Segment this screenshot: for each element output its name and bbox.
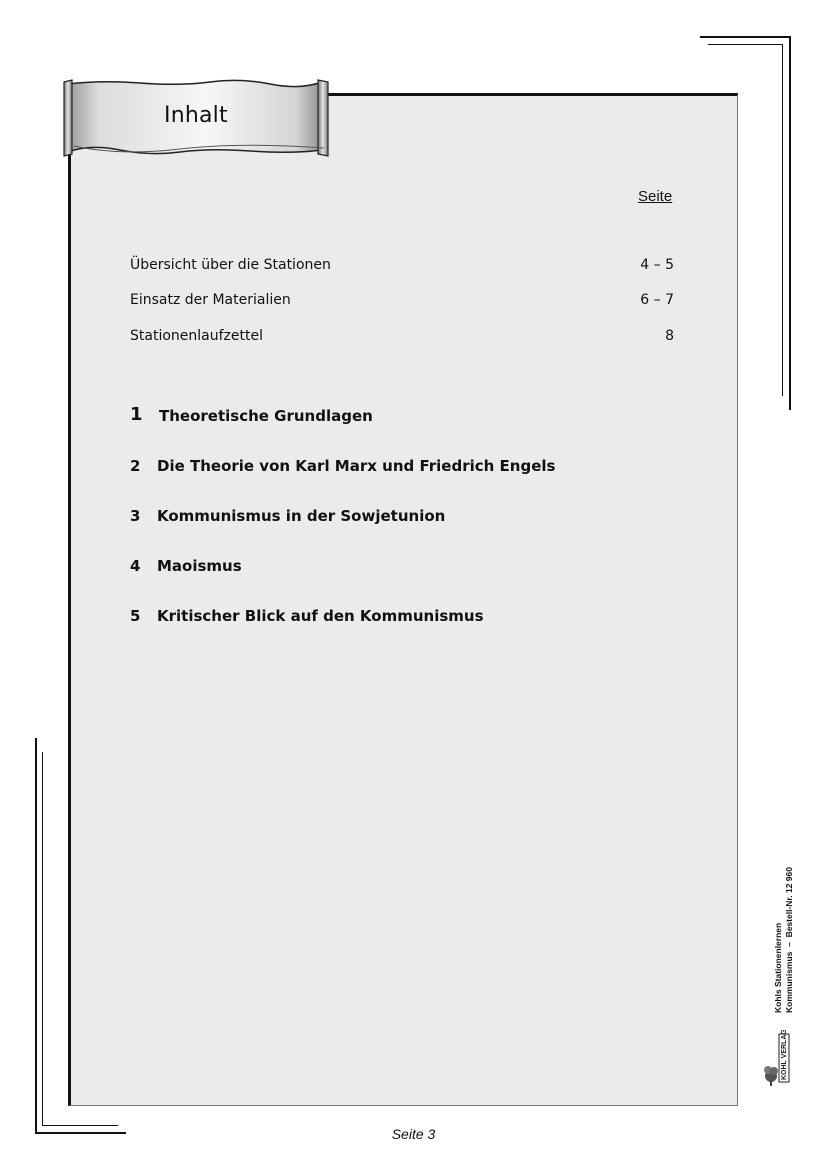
toc-item <box>130 328 674 348</box>
page-number-footer: Seite 3 <box>391 1126 436 1142</box>
toc-item <box>130 257 674 277</box>
section-title: Kritischer Blick auf den Kommunismus <box>157 607 484 625</box>
section-heading <box>130 404 690 431</box>
section-title: Die Theorie von Karl Marx und Friedrich Engels <box>157 457 556 475</box>
section-title: Kommunismus in der Sowjetunion <box>157 507 446 525</box>
section-number: 3 <box>130 507 141 525</box>
section-heading <box>130 507 690 531</box>
kohl-verlag-logo-icon <box>762 1030 794 1088</box>
section-number: 1 <box>130 404 143 425</box>
logo-text: KOHL VERLAG <box>781 1030 788 1080</box>
page-title: Inhalt <box>164 103 228 128</box>
section-number: 5 <box>130 607 141 625</box>
section-heading <box>130 557 690 581</box>
corner-line-top-right-outer-v <box>789 36 791 410</box>
page-column-header: Seite <box>638 188 673 205</box>
section-heading <box>130 457 690 481</box>
toc-item-label: Einsatz der Materialien <box>130 292 291 308</box>
toc-item-pages: 6 – 7 <box>640 292 674 308</box>
corner-line-top-right-inner-h <box>708 44 783 45</box>
side-text-line2: Kommunismus – Bestell-Nr. 12 960 <box>784 867 794 1013</box>
corner-line-bottom-left-outer-v <box>35 738 37 1134</box>
corner-line-bottom-left-inner-v <box>42 752 43 1126</box>
publisher-logo <box>762 1030 794 1088</box>
toc-item <box>130 292 674 312</box>
corner-line-top-right-inner-v <box>782 44 783 396</box>
toc-item-pages: 8 <box>665 328 674 344</box>
section-title: Theoretische Grundlagen <box>159 407 373 425</box>
toc-item-pages: 4 – 5 <box>640 257 674 273</box>
toc-item-label: Übersicht über die Stationen <box>130 257 331 273</box>
content-panel <box>68 93 738 1106</box>
side-text-line1: Kohls Stationenlernen <box>773 922 783 1013</box>
section-number: 2 <box>130 457 141 475</box>
corner-line-top-right-outer-h <box>700 36 791 38</box>
toc-item-label: Stationenlaufzettel <box>130 328 263 344</box>
section-title: Maoismus <box>157 557 242 575</box>
publisher-side-text <box>773 867 795 1013</box>
section-heading <box>130 607 690 631</box>
section-number: 4 <box>130 557 141 575</box>
title-scroll-banner <box>60 76 332 158</box>
